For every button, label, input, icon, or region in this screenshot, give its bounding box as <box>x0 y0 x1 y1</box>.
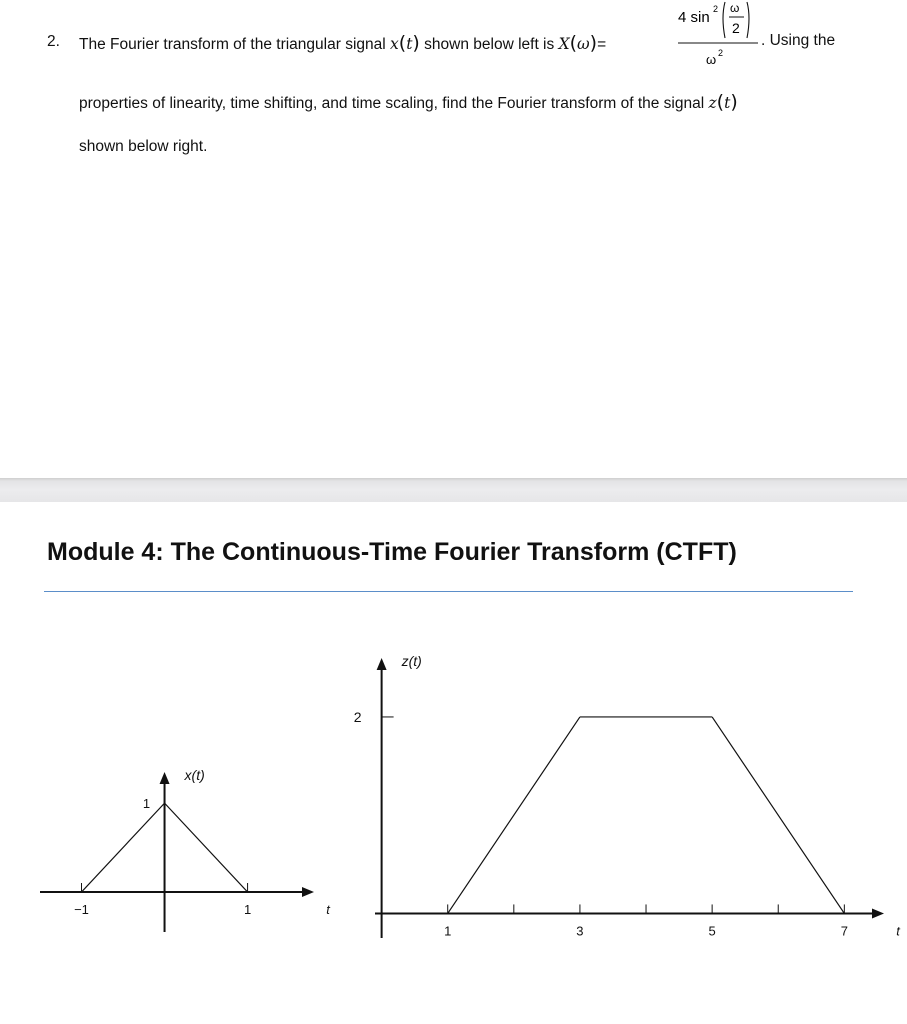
module-title: Module 4: The Continuous-Time Fourier Transform (CTFT) <box>47 538 737 566</box>
title-underline <box>44 591 853 592</box>
plot1-y-axis-arrow <box>160 772 170 784</box>
problem-number: 2. <box>47 33 60 50</box>
plot2-x-axis-arrow <box>872 908 884 918</box>
right-paren <box>747 2 749 38</box>
plot2-x-axis-label: t <box>896 923 900 939</box>
problem-text-using: . Using the <box>761 32 836 49</box>
formula-exponent: 2 <box>713 4 719 14</box>
fourier-transform-formula <box>678 0 760 70</box>
plot2-x-tick-label: 5 <box>708 923 716 939</box>
plot2-y-tick-label: 2 <box>353 708 362 725</box>
left-paren <box>723 2 725 38</box>
plot1-x-tick-label: −1 <box>74 902 89 917</box>
page-separator-band <box>0 478 907 502</box>
t-symbol-2: t <box>724 94 731 112</box>
denominator-exponent: 2 <box>718 48 724 58</box>
plot1-x-axis-label: t <box>326 902 330 917</box>
plot2-signal-segment <box>448 717 580 913</box>
problem-text-intro: The Fourier transform of the triangular signal <box>79 36 386 53</box>
omega-symbol: ω <box>577 35 590 53</box>
x-symbol: x <box>390 35 399 53</box>
half-numerator: ω <box>730 1 740 15</box>
formula-coefficient: 4 sin <box>678 9 710 26</box>
formula-denominator: ω <box>706 52 717 67</box>
t-symbol: t <box>406 35 413 53</box>
plot1-y-axis-label: x(t) <box>184 767 205 783</box>
plot2-x-tick-label: 3 <box>576 923 584 939</box>
problem-line-1: The Fourier transform of the triangular signal x(t) shown below left is X(ω)= <box>79 32 607 54</box>
plot1-signal-segment <box>82 803 165 892</box>
plot1-x-tick-label: 1 <box>243 902 252 917</box>
plot2-signal-segment <box>712 717 844 913</box>
problem-line-2: properties of linearity, time shifting, and time scaling, find the Fourier transform of the signal z(t) <box>79 91 738 113</box>
plot2-y-axis-arrow <box>377 658 387 670</box>
plot2-x-tick-label: 7 <box>840 923 848 939</box>
plot2-x-tick-label: 1 <box>444 923 452 939</box>
plot1-signal-segment <box>165 803 248 892</box>
equals-sign: = <box>597 36 607 53</box>
z-symbol: z <box>708 94 717 112</box>
X-symbol: X <box>558 35 570 53</box>
plot1-y-tick-label: 1 <box>142 796 151 812</box>
problem-statement <box>0 0 907 480</box>
plot1-x-axis-arrow <box>302 887 314 897</box>
problem-text-mid: shown below left is <box>424 36 555 53</box>
x-signal-plot <box>0 600 907 1024</box>
problem-text-properties: properties of linearity, time shifting, and time scaling, find the Fourier transform of the signal <box>79 95 705 112</box>
plot2-y-axis-label: z(t) <box>401 653 422 669</box>
problem-line-3: shown below right. <box>79 138 208 155</box>
half-denominator: 2 <box>732 20 740 36</box>
